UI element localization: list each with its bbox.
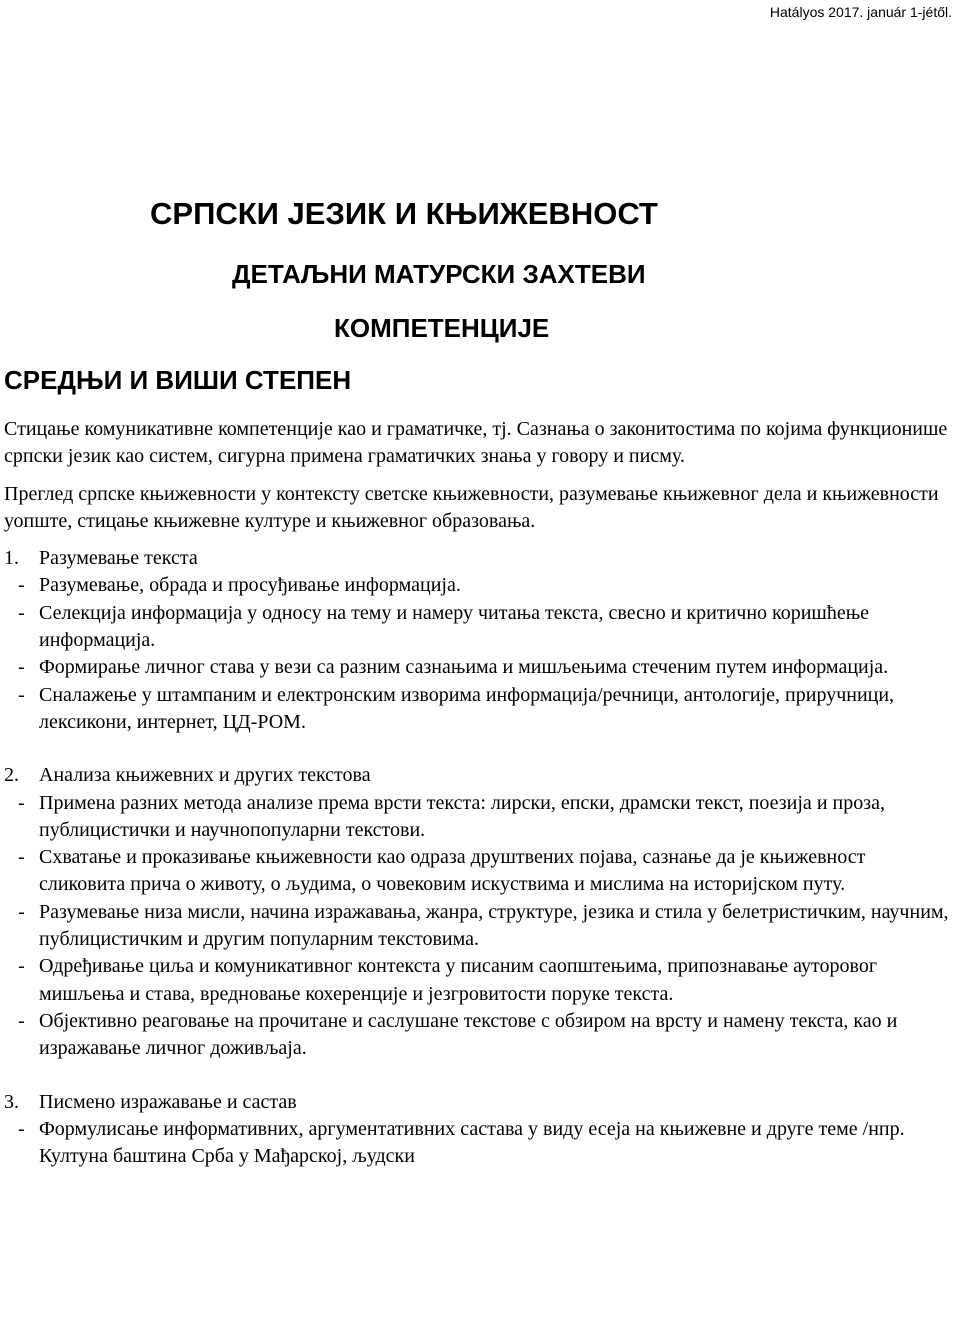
page-subtitle: ДЕТАЉНИ МАТУРСКИ ЗАХТЕВИ (232, 259, 646, 289)
dash-bullet: - (18, 955, 25, 978)
list-item (4, 654, 954, 681)
list-item (4, 682, 954, 737)
dash-bullet: - (18, 601, 25, 624)
dash-bullet: - (18, 1009, 25, 1032)
list-item-text: Схватање и проказивање књижевности као одраза друштвених појава, сазнање да је књижевност сликовита прича о животу, о људима, о човековим искуствима и мислима на историјском путу. (39, 846, 866, 896)
section-1 (4, 545, 954, 736)
validity-note: Hatályos 2017. január 1-jétől. (769, 4, 952, 20)
list-item (4, 1008, 954, 1063)
page-title: СРПСКИ ЈЕЗИК И КЊИЖЕВНОСТ (150, 196, 658, 231)
section-3 (4, 1089, 954, 1171)
list-item-text: Формулисање информативних, аргументативних састава у виду есеја на књижевне и друге теме /нпр. Култуна баштина Срба у Мађарској, људски (39, 1117, 905, 1168)
intro-paragraph: Стицање комуникативне компетенције као и граматичке, тј. Сазнања о законитостима по којима функционише српски језик као систем, сигурна примена граматичких знања у говору и писму. (4, 418, 948, 468)
section-number: 2. (4, 764, 19, 787)
section-title-text: Разумевање текста (39, 547, 198, 570)
dash-bullet: - (18, 900, 25, 923)
dash-bullet: - (18, 791, 25, 814)
section-title (4, 762, 954, 789)
list-item (4, 899, 954, 954)
dash-bullet: - (18, 1117, 25, 1140)
list-item-text: Разумевање низа мисли, начина изражавања, жанра, структуре, језика и стила у белетристичким, научним, публицистичким и другим популарним текстовима. (39, 900, 949, 951)
level-heading: СРЕДЊИ И ВИШИ СТЕПЕН (4, 365, 352, 395)
list-item-text: Објективно реаговање на прочитане и саслушане текстове с обзиром на врсту и намену текста, као и изражавање личног доживљаја. (39, 1009, 898, 1060)
section-heading: КОМПЕТЕНЦИЈЕ (334, 313, 550, 343)
list-item (4, 790, 954, 845)
list-item-text: Формирање личног става у вези са разним сазнањима и мишљењима стеченим путем информација. (39, 656, 889, 679)
section-2 (4, 762, 954, 1062)
list-item-text: Сналажење у штампаним и електронским изворима информација/речници, антологије, приручници, лексикони, интернет, ЦД-РОМ. (39, 683, 895, 733)
list-item-text: Селекција информација у односу на тему и намеру читања текста, свесно и критично коришћење информација. (39, 601, 870, 652)
dash-bullet: - (18, 846, 25, 869)
list-item-text: Одређивање циља и комуникативног контекста у писаним саопштењима, припознавање ауторовог мишљења и става, вредновање кохеренције и језгровитости поруке текста. (39, 955, 878, 1005)
section-items (4, 572, 954, 736)
list-item (4, 844, 954, 899)
section-title (4, 1089, 954, 1116)
list-item (4, 600, 954, 655)
list-item-text: Разумевање, обрада и просуђивање информација. (39, 574, 461, 597)
section-items (4, 1116, 954, 1171)
section-title-text: Анализа књижевних и других текстова (39, 764, 371, 787)
list-item (4, 572, 954, 599)
section-title-text: Писмено изражавање и састав (39, 1090, 297, 1113)
section-title (4, 545, 954, 572)
document-body (4, 416, 954, 1170)
list-item (4, 1116, 954, 1171)
section-number: 3. (4, 1090, 19, 1113)
section-items (4, 790, 954, 1063)
section-number: 1. (4, 547, 19, 570)
dash-bullet: - (18, 683, 25, 706)
intro-paragraph: Преглед српске књижевности у контексту светске књижевности, разумевање књижевног дела и књижевности уопште, стицање књижевне културе и књижевног образовања. (4, 482, 939, 532)
list-item-text: Примена разних метода анализе према врсти текста: лирски, епски, драмски текст, поезија и проза, публицистички и научнопопуларни текстови. (39, 791, 885, 841)
dash-bullet: - (18, 574, 25, 597)
dash-bullet: - (18, 656, 25, 679)
list-item (4, 953, 954, 1008)
